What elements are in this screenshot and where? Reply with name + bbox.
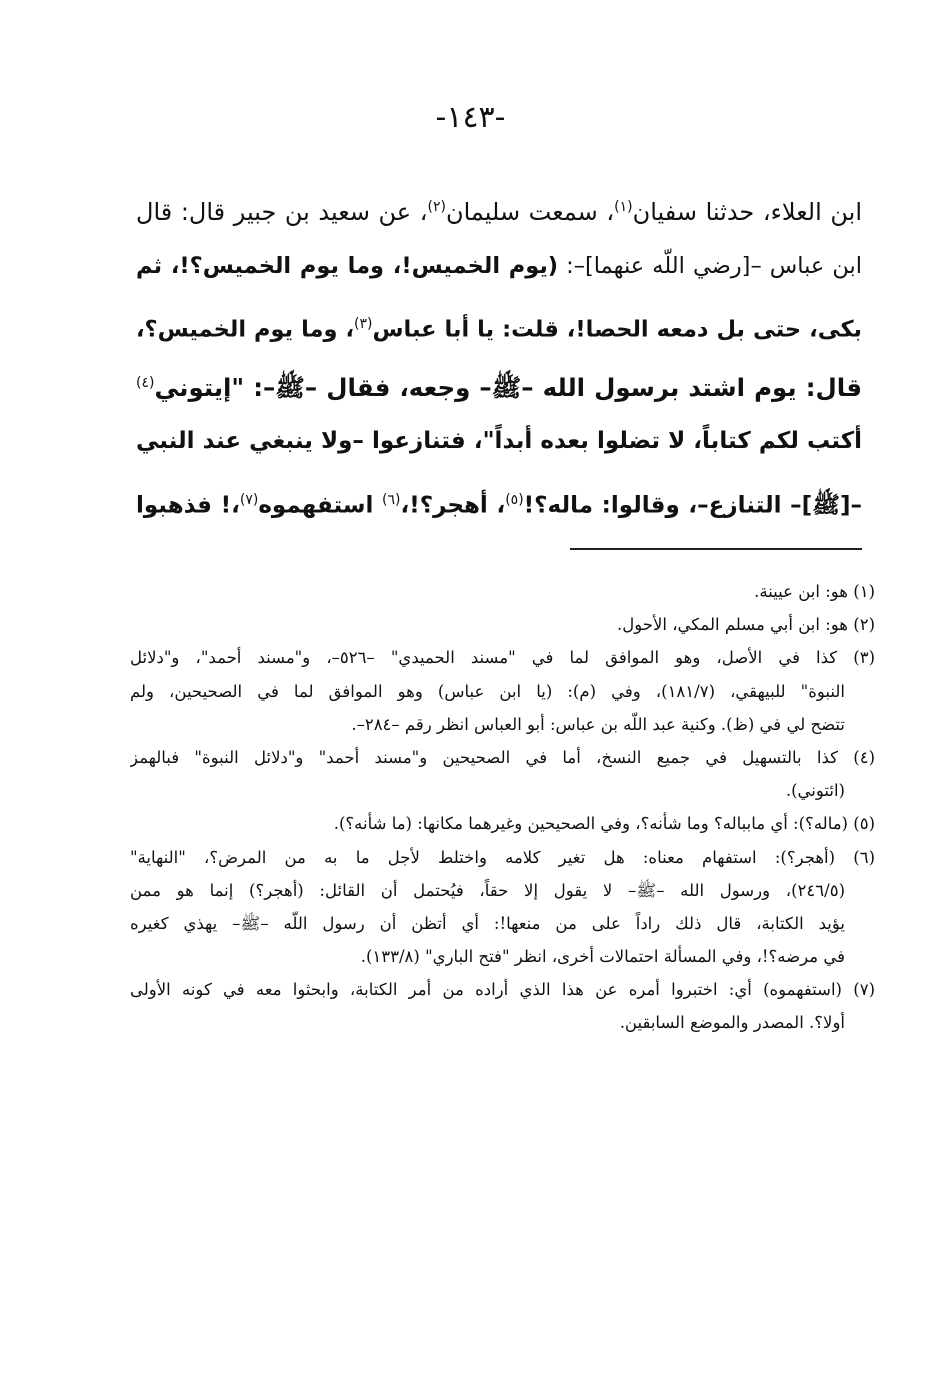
footnote-line: يؤيد الكتابة، قال ذلك راداً على من منعها!: أي أتظن أن رسول اللّه –ﷺ– يهذي كغيره: [130, 913, 845, 933]
main-text-segment: بكى، حتى بل دمعه الحصا!، قلت: يا أبا عباس: [372, 316, 862, 343]
main-text-line: [136, 412, 862, 471]
footnote-line: (٦) (أهجر؟): استفهام معناه: هل تغير كلامه واختلط لأجل ما به من المرض؟، "النهاية": [130, 847, 875, 867]
footnote-line: (٣) كذا في الأصل، وهو الموافق لما في "مسند الحميدي" –٥٢٦–، و"مسند أحمد"، و"دلائل: [130, 648, 875, 668]
footnote-line: النبوة" للبيهقي، (١٨١/٧)، وفي (م): (يا ابن عباس) وهو الموافق لما في الصحيحين، ولم: [130, 681, 845, 701]
main-text-segment: ، أهجر؟!،: [400, 492, 506, 519]
footnote-line: (١) هو: ابن عيينة.: [754, 582, 875, 601]
footnote-divider: [570, 548, 862, 550]
footnote-line: أولا؟. المصدر والموضع السابقين.: [619, 1013, 845, 1033]
main-text-segment: ، وما يوم الخميس؟،: [136, 316, 355, 343]
main-text-line: [136, 178, 862, 237]
footnote-reference: (٤): [136, 374, 155, 391]
footnote-reference: (٥): [505, 491, 524, 508]
footnote-reference: (٧): [239, 491, 259, 508]
footnote-line: (ائتوني).: [785, 781, 845, 801]
main-text-line: [136, 471, 862, 530]
main-text-line: [136, 295, 862, 354]
footnote-reference: (٣): [354, 316, 373, 332]
main-text-segment: قال: يوم اشتد برسول الله –ﷺ– وجعه، فقال –ﷺ–: "إيتوني: [154, 372, 862, 402]
footnote-line: (٥) (ماله؟): أي مابباله؟ وما شأنه؟، وفي الصحيحين وغيرهما مكانها: (ما شأنه؟).: [333, 814, 875, 834]
main-text-segment: أكتب لكم كتاباً، لا تضلوا بعده أبداً"، فتنازعوا –ولا ينبغي عند النبي: [136, 428, 862, 454]
main-text-segment: ،! فذهبوا: [136, 492, 240, 519]
main-text-segment: (يوم الخميس!، وما يوم الخميس؟!، ثم: [136, 252, 559, 279]
main-text-segment: –[ﷺ]– التنازع–، وقالوا: ماله؟!: [523, 492, 862, 519]
footnote-reference: (١): [614, 199, 633, 215]
footnote-line: تتضح لي في (ظ). وكنية عبد اللّه بن عباس: أبو العباس انظر رقم –٢٨٤–.: [351, 714, 845, 734]
main-text-line: [136, 354, 862, 413]
footnotes-section: [130, 575, 875, 1040]
footnote-line: في مرضه؟!، وفي المسألة احتمالات أخرى، انظر "فتح الباري" (١٣٣/٨).: [360, 947, 845, 967]
footnote-reference: (٦): [382, 491, 401, 508]
main-text-body: [136, 178, 862, 529]
main-text-segment: ابن العلاء، حدثنا سفيان: [632, 198, 862, 226]
footnote-reference: (٢): [427, 199, 446, 215]
main-text-segment: ، سمعت سليمان: [445, 198, 615, 226]
footnote-line: (٤) كذا بالتسهيل في جميع النسخ، أما في الصحيحين و"مسند أحمد" و"دلائل النبوة" فبالهمز: [130, 747, 875, 767]
footnote-line: (٧) (استفهموه) أي: اختبروا أمره عن هذا الذي أراده من أمر الكتابة، وابحثوا معه في كونه الأولى: [130, 980, 875, 1000]
page-number: -١٤٣-: [435, 100, 506, 135]
main-text-line: [136, 237, 862, 296]
footnote-line: (٢٤٦/٥)، ورسول الله –ﷺ– لا يقول إلا حقاً، فيُحتمل أن القائل: (أهجر؟) إنما هو ممن: [130, 880, 845, 900]
main-text-segment: ابن عباس –[رضي اللّه عنهما]–:: [558, 252, 862, 279]
main-text-segment: استفهموه: [258, 492, 383, 519]
main-text-segment: ، عن سعيد بن جبير قال: قال: [136, 198, 428, 226]
footnote-line: (٢) هو: ابن أبي مسلم المكي، الأحول.: [617, 615, 875, 635]
